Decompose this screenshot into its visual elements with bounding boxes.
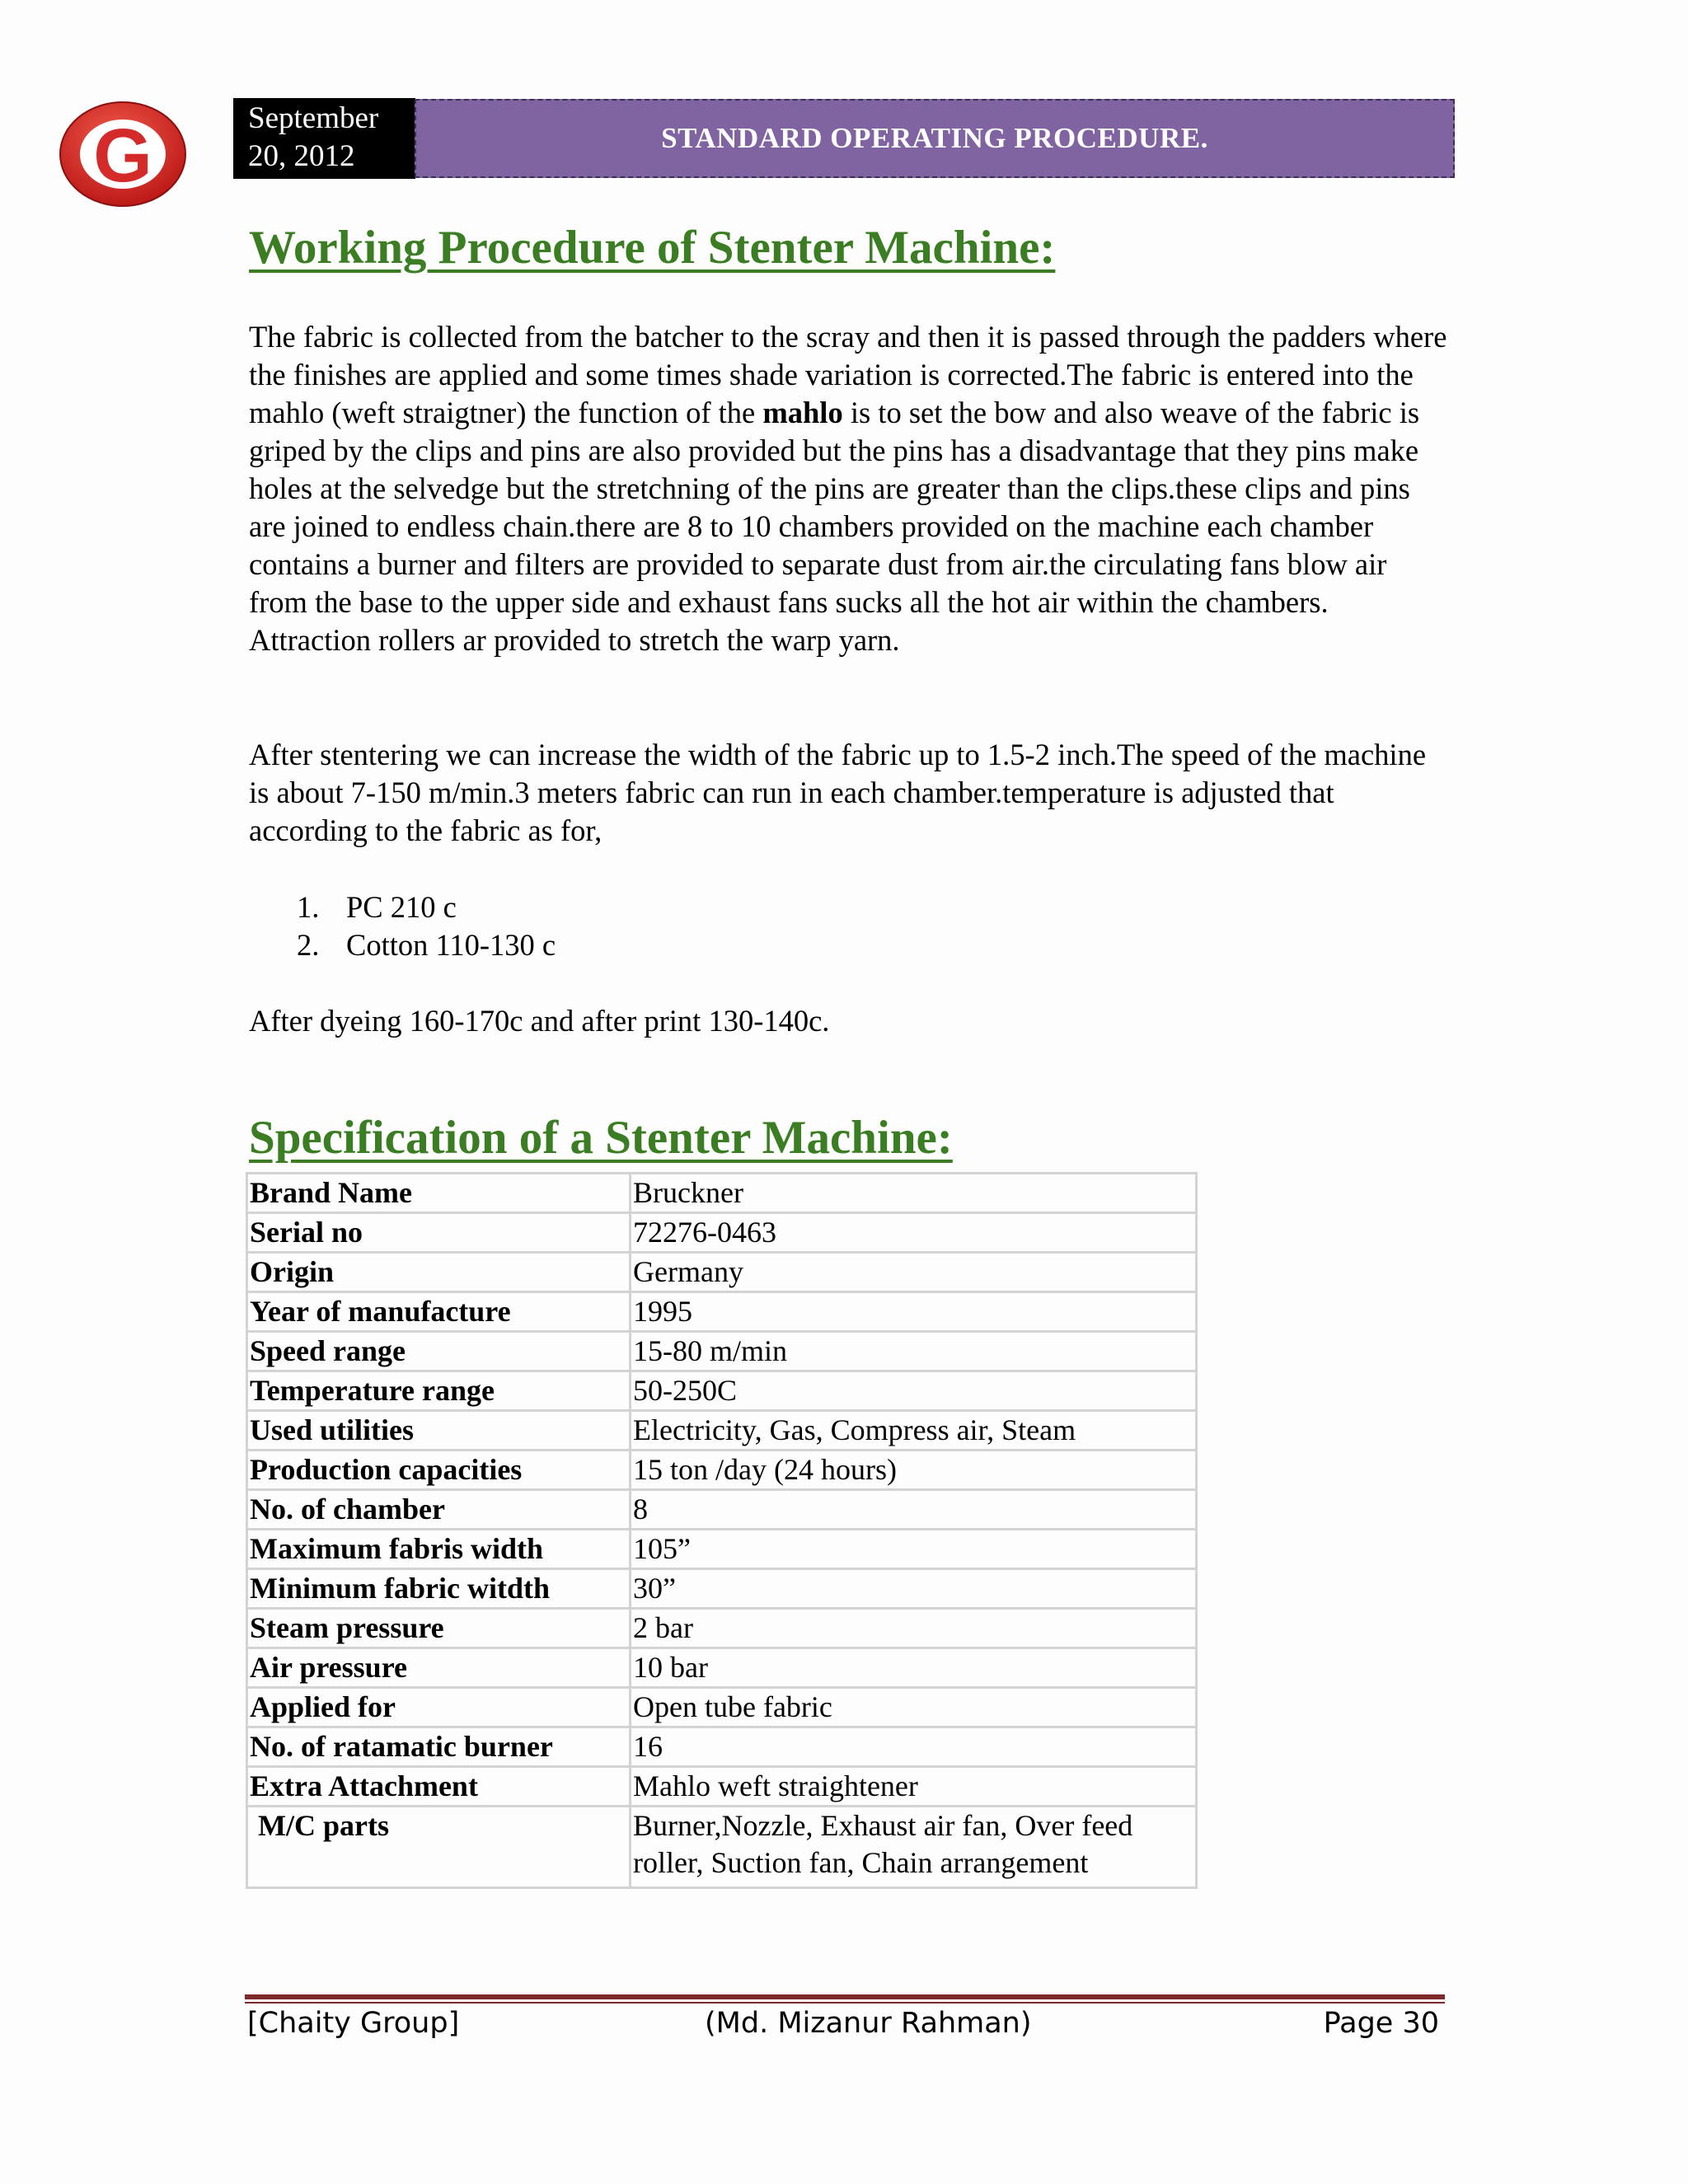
section-heading-working-procedure: Working Procedure of Stenter Machine: [249,222,1056,274]
dyeing-temperature-paragraph: After dyeing 160-170c and after print 130-140c. [249,1004,830,1038]
table-row: Steam pressure 2 bar [247,1609,1197,1648]
header-title: STANDARD OPERATING PROCEDURE. [415,99,1455,178]
footer-author: (Md. Mizanur Rahman) [705,2007,1032,2040]
footer-page-number: Page 30 [1323,2007,1439,2040]
section-heading-specification: Specification of a Stenter Machine: [249,1112,953,1164]
table-row: Origin Germany [247,1253,1197,1292]
temperature-list [297,888,556,964]
table-row: Production capacities 15 ton /day (24 hours) [247,1451,1197,1490]
footer-company: [Chaity Group] [247,2007,460,2040]
table-row: Minimum fabric witdth 30” [247,1569,1197,1609]
table-row: Temperature range 50-250C [247,1371,1197,1411]
stentering-paragraph: After stentering we can increase the width of the fabric up to 1.5-2 inch.The speed of the machine is about 7-150 m/min.3 meters fabric can run in each chamber.temperature is adjusted that according to the fabric as for, [249,738,1427,847]
header-date: September 20, 2012 [233,98,415,179]
table-row: No. of chamber 8 [247,1490,1197,1530]
table-row: Applied for Open tube fabric [247,1688,1197,1727]
table-row: Serial no 72276-0463 [247,1213,1197,1253]
table-row: M/C parts Burner,Nozzle, Exhaust air fan, Over feed roller, Suction fan, Chain arrangement [247,1807,1197,1888]
procedure-paragraph: The fabric is collected from the batcher to the scray and then it is passed through the padders where the finishes are applied and some times shade variation is corrected.The fabric is entered into the mahlo (weft straigtner) the function of the mahlo is to set the bow and also weave of the fabric is griped by the clips and pins are also provided but the pins has a disadvantage that they pins make holes at the selvedge but the stretchning of the pins are greater than the clips.these clips and pins are joined to endless chain.there are 8 to 10 chambers provided on the machine each chamber contains a burner and filters are provided to separate dust from air.the circulating fans blow air from the base to the upper side and exhaust fans sucks all the hot air within the chambers. Attraction rollers ar provided to stretch the warp yarn. [249,320,1447,657]
table-row: Year of manufacture 1995 [247,1292,1197,1332]
table-row: Used utilities Electricity, Gas, Compress air, Steam [247,1411,1197,1451]
table-row: Maximum fabris width 105” [247,1530,1197,1569]
table-row: Air pressure 10 bar [247,1648,1197,1688]
list-item: 2. Cotton 110-130 c [297,928,556,962]
table-row: Extra Attachment Mahlo weft straightener [247,1767,1197,1807]
footer-divider [245,1994,1445,1999]
specification-table [246,1172,1198,1889]
company-logo [58,99,188,209]
logo-letter: G [93,114,152,198]
list-item: 1. PC 210 c [297,890,457,924]
table-row: No. of ratamatic burner 16 [247,1727,1197,1767]
table-row: Speed range 15-80 m/min [247,1332,1197,1371]
table-row: Brand Name Bruckner [247,1174,1197,1213]
footer-divider-thin [245,2002,1445,2004]
